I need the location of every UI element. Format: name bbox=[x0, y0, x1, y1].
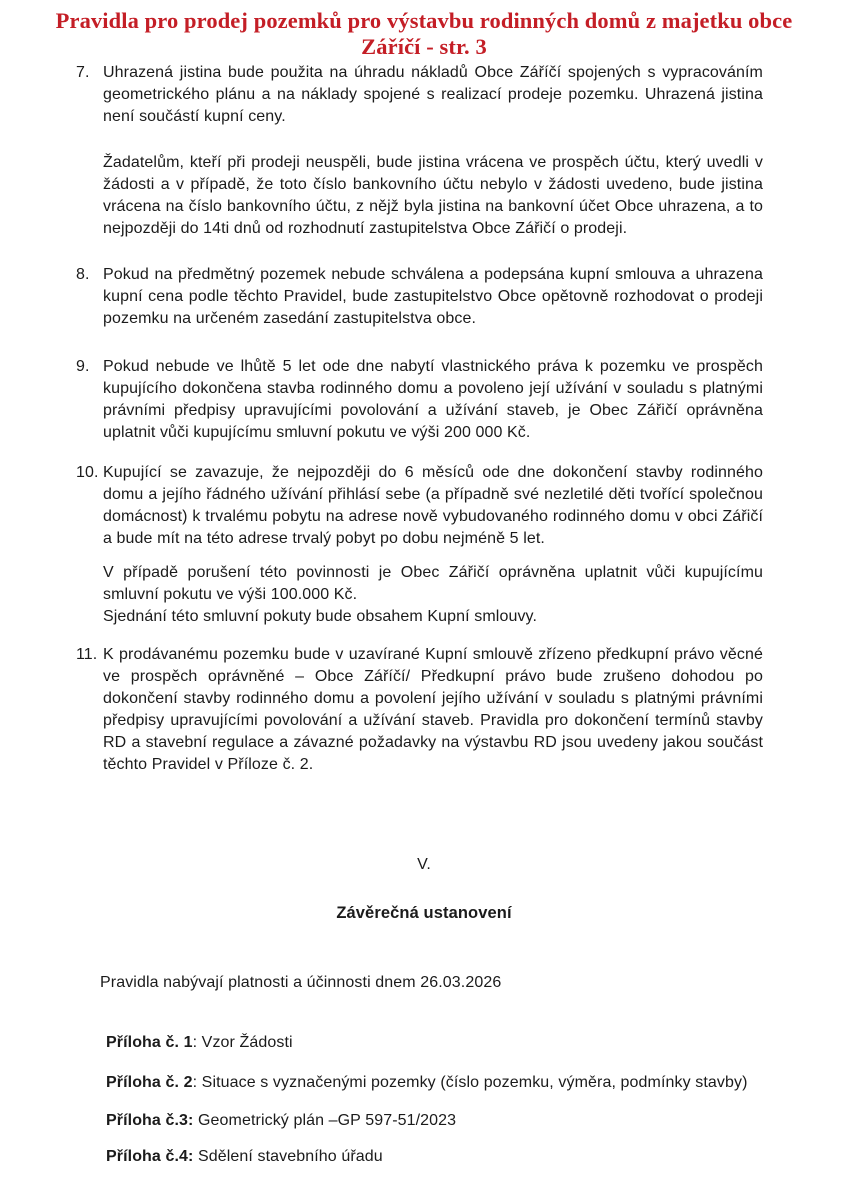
attachment-3-text: Geometrický plán –GP 597-51/2023 bbox=[193, 1112, 457, 1129]
section-v-label: V. bbox=[417, 856, 431, 873]
attachment-3-label: Příloha č.3: bbox=[106, 1112, 194, 1129]
paragraph-7-continuation-text: Žadatelům, kteří při prodeji neuspěli, bude jistina vrácena ve prospěch účtu, který uvedli v žádosti a v případě, že toto číslo bankovního účtu nebylo v žádosti uvedeno, bude jistina vrácena na číslo bankovního účtu, z nějž byla jistina na bankovní účet Obce uhrazena, a to nejpozději do 14ti dnů od rozhodnutí zastupitelstva Obce Zářičí o prodeji. bbox=[103, 154, 763, 237]
effective-date-line: Pravidla nabývají platnosti a účinnosti dnem 26.03.2026 bbox=[100, 974, 502, 991]
paragraph-11 bbox=[76, 644, 763, 776]
list-number-9: 9. bbox=[76, 358, 90, 375]
page-title-line-1: Pravidla pro prodej pozemků pro výstavbu rodinných domů z majetku obce bbox=[55, 8, 793, 33]
attachment-item-2 bbox=[100, 1072, 763, 1094]
attachment-2-text: : Situace s vyznačenými pozemky (číslo pozemku, výměra, podmínky stavby) bbox=[192, 1074, 748, 1091]
list-number-10: 10. bbox=[76, 464, 99, 481]
paragraph-10-continuation-text-2: Sjednání této smluvní pokuty bude obsahem Kupní smlouvy. bbox=[103, 608, 537, 625]
page-title bbox=[18, 8, 830, 60]
attachment-4-text: Sdělení stavebního úřadu bbox=[193, 1148, 383, 1165]
attachment-item-3 bbox=[100, 1110, 763, 1132]
attachment-item-1 bbox=[100, 1032, 763, 1054]
paragraph-10 bbox=[76, 462, 763, 550]
paragraph-10-text: Kupující se zavazuje, že nejpozději do 6 měsíců ode dne dokončení stavby rodinného domu a jejího řádného užívání přihlásí sebe (a případně své nezletilé děti tvořící společnou domácnost) k trvalému pobytu na adrese nově vybudovaného rodinného domu v obci Zářičí a bude mít na této adrese trvalý pobyt po dobu nejméně 5 let. bbox=[103, 464, 763, 547]
paragraph-10-continuation bbox=[103, 562, 763, 628]
paragraph-11-text: K prodávanému pozemku bude v uzavírané Kupní smlouvě zřízeno předkupní právo věcné ve prospěch oprávněné – Obce Záříčí/ Předkupní právo bude zrušeno dohodou po dokončení stavby rodinného domu a povolení jejího užívání v souladu s platnými právními předpisy upravujícími povolování a užívání staveb. Pravidla pro dokončení termínů stavby RD a stavební regulace a závazné požadavky na výstavbu RD jsou uvedeny jakou součást těchto Pravidel v Příloze č. 2. bbox=[103, 646, 763, 773]
attachment-2-label: Příloha č. 2 bbox=[106, 1074, 193, 1091]
list-number-8: 8. bbox=[76, 266, 90, 283]
paragraph-8 bbox=[76, 264, 763, 330]
list-number-11: 11. bbox=[76, 646, 98, 663]
closing-heading: Závěrečná ustanovení bbox=[336, 904, 512, 922]
attachment-4-label: Příloha č.4: bbox=[106, 1148, 194, 1165]
list-number-7: 7. bbox=[76, 64, 90, 81]
paragraph-7 bbox=[76, 62, 763, 128]
paragraph-7-text: Uhrazená jistina bude použita na úhradu nákladů Obce Záříčí spojených s vypracováním geometrického plánu a na náklady spojené s realizací prodeje pozemku. Uhrazená jistina není součástí kupní ceny. bbox=[103, 64, 763, 125]
attachment-1-text: : Vzor Žádosti bbox=[192, 1034, 293, 1051]
attachment-item-4 bbox=[100, 1146, 763, 1168]
paragraph-9-text: Pokud nebude ve lhůtě 5 let ode dne nabytí vlastnického práva k pozemku ve prospěch kupujícího dokončena stavba rodinného domu a povoleno její užívání v souladu s platnými právními předpisy upravujícími povolování a užívání staveb, je Obec Zářičí oprávněna uplatnit vůči kupujícímu smluvní pokutu ve výši 200 000 Kč. bbox=[103, 358, 763, 441]
page-title-line-2: Záříčí - str. 3 bbox=[361, 34, 487, 59]
paragraph-10-continuation-text: V případě porušení této povinnosti je Obec Zářičí oprávněna uplatnit vůči kupujícímu smluvní pokutu ve výši 100.000 Kč. bbox=[103, 564, 763, 603]
paragraph-7-continuation bbox=[103, 152, 763, 240]
paragraph-9 bbox=[76, 356, 763, 444]
paragraph-8-text: Pokud na předmětný pozemek nebude schválena a podepsána kupní smlouva a uhrazena kupní cena podle těchto Pravidel, bude zastupitelstvo Obce opětovně rozhodovat o prodeji pozemku na určeném zasedání zastupitelstva obce. bbox=[103, 266, 763, 327]
attachment-1-label: Příloha č. 1 bbox=[106, 1034, 193, 1051]
